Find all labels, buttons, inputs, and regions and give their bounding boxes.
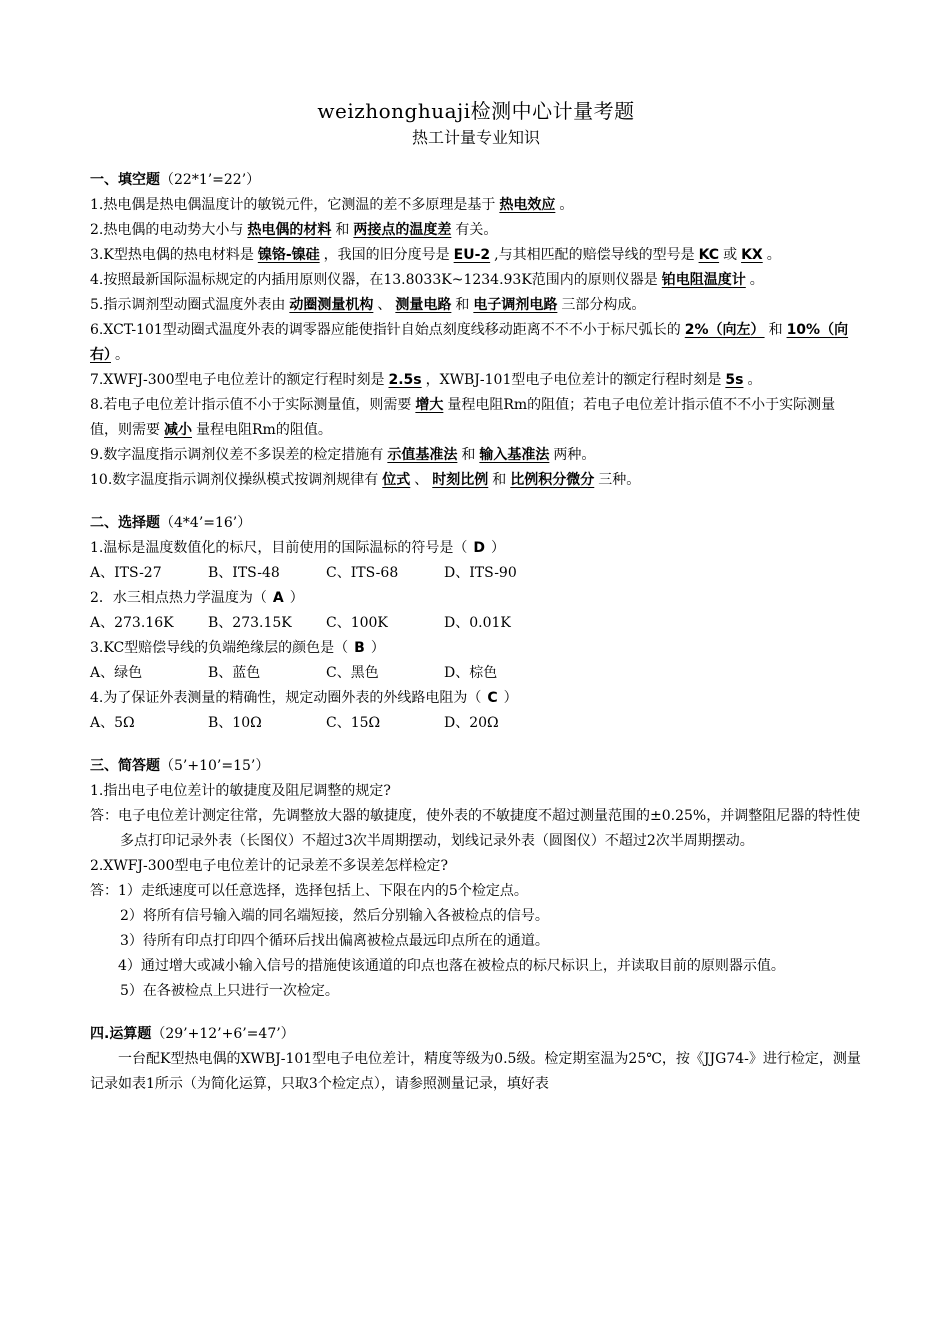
question-text: 4.为了保证外表测量的精确性，规定动圈外表的外线路电阻为（ <box>90 690 482 706</box>
section-title: 二、选择题 <box>90 515 160 531</box>
option: A、5Ω <box>90 715 135 731</box>
question-text: ） <box>490 540 505 556</box>
choice-answer: C <box>487 690 498 706</box>
option: B、蓝色 <box>208 665 261 681</box>
page-title: weizhonghuaji检测中心计量考题 <box>317 99 635 123</box>
question-text: 和 <box>335 222 350 238</box>
answer-blank: 时刻比例 <box>432 472 489 488</box>
question-text: 或 <box>723 247 738 263</box>
option: C、15Ω <box>326 715 381 731</box>
question-text: 和 <box>455 297 470 313</box>
question-line: 2.XWFJ-300型电子电位差计的记录差不多误差怎样检定? <box>90 858 448 874</box>
answer-blank: 2%（向左） <box>684 322 765 338</box>
question-line <box>90 243 862 268</box>
answer-blank: 测量电路 <box>395 297 452 313</box>
answer-step: 5）在各被检点上只进行一次检定。 <box>120 983 339 999</box>
answer-blank: 电子调剂电路 <box>473 297 558 313</box>
question-line <box>90 586 862 611</box>
question-text: 、 <box>377 297 392 313</box>
answer-blank: 减小 <box>164 422 192 438</box>
option: D、20Ω <box>444 715 499 731</box>
question-line <box>90 293 862 318</box>
question-text: 、 <box>414 472 429 488</box>
answer-blank: 输入基准法 <box>479 447 550 463</box>
answer-paragraph: 答：电子电位差计测定往常，先调整放大器的敏捷度，使外表的不敏捷度不超过测量范围的±0.25%，并调整阻尼器的特性使多点打印记录外表（长图仪）不超过3次半周期摆动，划线记录外表（圆图仪）不超过2次半周期摆动。 <box>90 808 861 849</box>
option: D、ITS-90 <box>444 565 517 581</box>
question-text: ，XWBJ-101型电子电位差计的额定行程时刻是 <box>425 372 722 388</box>
option: C、ITS-68 <box>326 565 399 581</box>
question-text: ,与其相匹配的赔偿导线的型号是 <box>494 247 695 263</box>
question-text: 有关。 <box>455 222 498 238</box>
answer-blank: EU-2 <box>453 247 491 263</box>
page-subtitle: 热工计量专业知识 <box>411 128 540 147</box>
section-score: （22*1’=22’） <box>160 172 261 188</box>
answer-blank: 示值基准法 <box>387 447 458 463</box>
section-title: 四.运算题 <box>90 1026 152 1042</box>
choice-answer: B <box>354 640 365 656</box>
answer-step: 答：1）走纸速度可以任意选择，选择包括上、下限在内的5个检定点。 <box>90 883 528 899</box>
question-line <box>90 193 862 218</box>
question-text: 和 <box>768 322 783 338</box>
document-page <box>90 96 862 1097</box>
answer-step: 2）将所有信号输入端的同名端短接，然后分别输入各被检点的信号。 <box>120 908 549 924</box>
option: A、绿色 <box>90 665 143 681</box>
question-text: ） <box>370 640 385 656</box>
question-text: 6.XCT-101型动圈式温度外表的调零器应能使指针自始点刻度线移动距离不不不小于标尺弧长的 <box>90 322 681 338</box>
question-text: ） <box>503 690 518 706</box>
question-text: 1.温标是温度数值化的标尺，目前使用的国际温标的符号是（ <box>90 540 468 556</box>
question-text: 1.热电偶是热电偶温度计的敏锐元件，它测温的差不多原理是基于 <box>90 197 496 213</box>
question-text: 两种。 <box>553 447 596 463</box>
question-line <box>90 218 862 243</box>
section-score: （5’+10’=15’） <box>160 758 270 774</box>
question-text: 。 <box>766 247 781 263</box>
question-line <box>90 443 862 468</box>
question-text: 量程电阻Rm的阻值。 <box>196 422 332 438</box>
question-text: 。 <box>115 347 129 363</box>
question-line <box>90 268 862 293</box>
answer-blank: 两接点的温度差 <box>353 222 452 238</box>
option: A、ITS-27 <box>90 565 162 581</box>
question-line: 1.指出电子电位差计的敏捷度及阻尼调整的规定? <box>90 783 391 799</box>
question-text: 2．水三相点热力学温度为（ <box>90 590 267 606</box>
choice-answer: A <box>272 590 284 606</box>
answer-step: 3）待所有印点打印四个循环后找出偏离被检点最远印点所在的通道。 <box>120 933 549 949</box>
question-line <box>90 368 862 393</box>
answer-blank: 镍铬-镍硅 <box>257 247 320 263</box>
question-line <box>90 393 862 443</box>
answer-blank: KC <box>698 247 720 263</box>
answer-blank: 5s <box>725 372 744 388</box>
question-text: 和 <box>461 447 476 463</box>
section-title: 三、简答题 <box>90 758 160 774</box>
option-row <box>90 611 862 636</box>
question-text: 三种。 <box>598 472 641 488</box>
section-heading <box>90 168 862 193</box>
option: B、273.15K <box>208 615 292 631</box>
answer-blank: 热电效应 <box>499 197 556 213</box>
option: D、棕色 <box>444 665 498 681</box>
question-line <box>90 686 862 711</box>
question-line <box>90 318 862 368</box>
answer-step: 4）通过增大或减小输入信号的措施使该通道的印点也落在被检点的标尺标识上，并读取目前的原则器示值。 <box>118 958 785 974</box>
question-text: 9.数字温度指示调剂仪差不多误差的检定措施有 <box>90 447 384 463</box>
option: C、黑色 <box>326 665 379 681</box>
question-text: 量程电阻Rm的阻值；若电子电位差计指示值不不小于实际测量值，则需要 <box>90 397 836 438</box>
section-heading <box>90 754 862 779</box>
option: B、10Ω <box>208 715 262 731</box>
problem-paragraph: 一台配K型热电偶的XWBJ-101型电子电位差计，精度等级为0.5级。检定期室温为25℃，按《JJG74-》进行检定，测量记录如表1所示（为简化运算，只取3个检定点），请参照测量记录，填好表 <box>90 1051 861 1092</box>
answer-blank: 10%（向右） <box>90 322 849 363</box>
section-title: 一、填空题 <box>90 172 160 188</box>
question-text: 。 <box>749 272 764 288</box>
section-heading <box>90 1022 862 1047</box>
answer-blank: KX <box>741 247 763 263</box>
question-line <box>90 536 862 561</box>
question-text: 5.指示调剂型动圈式温度外表由 <box>90 297 286 313</box>
question-line <box>90 636 862 661</box>
option-row <box>90 661 862 686</box>
question-text: 3.K型热电偶的热电材料是 <box>90 247 254 263</box>
answer-blank: 位式 <box>382 472 411 488</box>
option: C、100K <box>326 615 388 631</box>
section-score: （29’+12’+6’=47’） <box>151 1026 295 1042</box>
question-text: 7.XWFJ-300型电子电位差计的额定行程时刻是 <box>90 372 385 388</box>
answer-blank: 2.5s <box>388 372 422 388</box>
option-row <box>90 561 862 586</box>
question-text: 2.热电偶的电动势大小与 <box>90 222 244 238</box>
section-score: （4*4’=16’） <box>160 515 252 531</box>
question-text: 4.按照最新国际温标规定的内插用原则仪器，在13.8033K~1234.93K范围内的原则仪器是 <box>90 272 658 288</box>
question-text: ，我国的旧分度号是 <box>323 247 450 263</box>
question-text: 。 <box>559 197 574 213</box>
answer-blank: 增大 <box>415 397 444 413</box>
question-text: 8.若电子电位差计指示值不小于实际测量值，则需要 <box>90 397 412 413</box>
answer-blank: 铂电阻温度计 <box>661 272 746 288</box>
question-line <box>90 468 862 493</box>
section-heading <box>90 511 862 536</box>
choice-answer: D <box>473 540 485 556</box>
question-text: 3.KC型赔偿导线的负端绝缘层的颜色是（ <box>90 640 349 656</box>
question-text: ） <box>289 590 304 606</box>
question-text: 和 <box>492 472 507 488</box>
option-row <box>90 711 862 736</box>
option: D、0.01K <box>444 615 511 631</box>
option: B、ITS-48 <box>208 565 280 581</box>
question-text: 三部分构成。 <box>561 297 646 313</box>
option: A、273.16K <box>90 615 174 631</box>
answer-blank: 动圈测量机构 <box>289 297 374 313</box>
answer-blank: 比例积分微分 <box>510 472 595 488</box>
question-text: 10.数字温度指示调剂仪操纵模式按调剂规律有 <box>90 472 379 488</box>
answer-blank: 热电偶的材料 <box>247 222 332 238</box>
question-text: 。 <box>747 372 762 388</box>
